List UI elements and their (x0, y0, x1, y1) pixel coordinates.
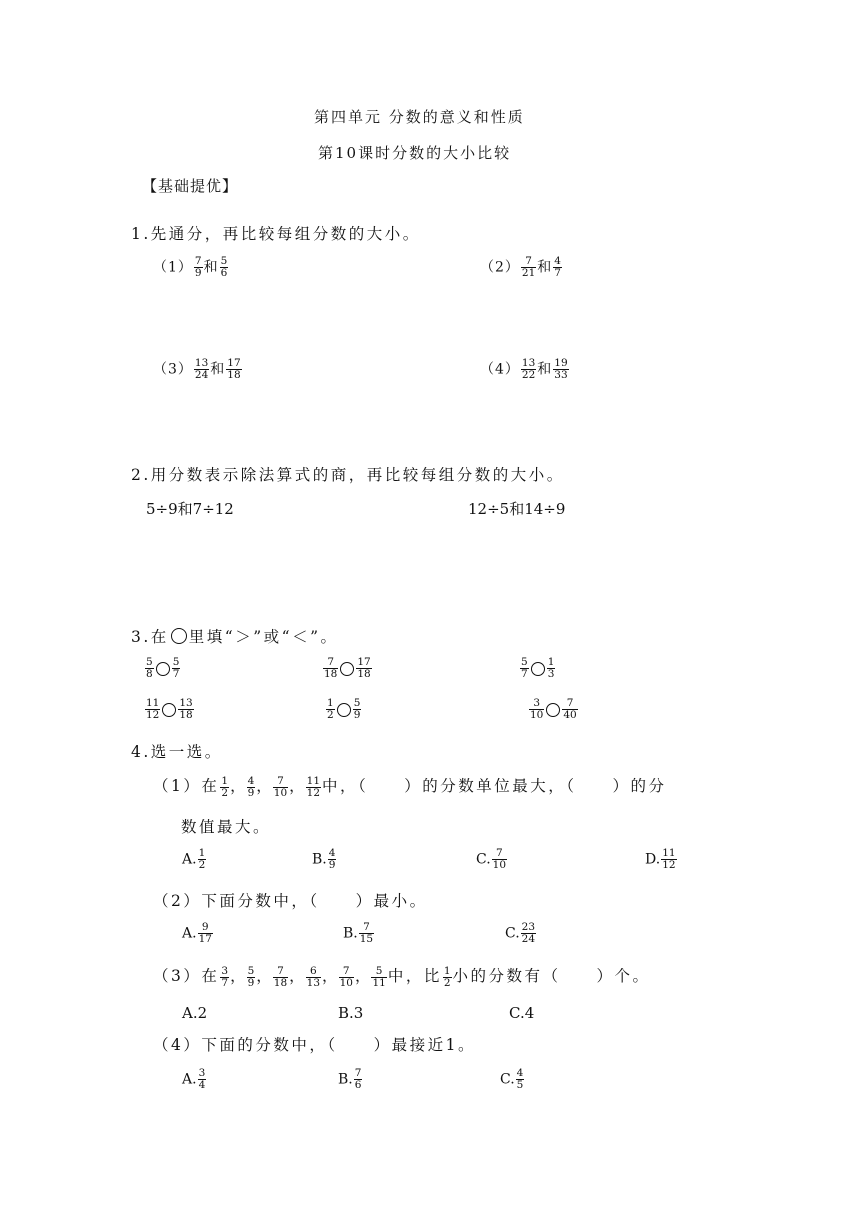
q3-pair-6: $\frac{3}{10}$ $\frac{7}{40}$ (530, 697, 577, 721)
fraction: $\frac{4}{7}$ (554, 255, 561, 279)
q3-pair-4: $\frac{11}{12}$ $\frac{13}{18}$ (146, 697, 193, 721)
q4-sub2-option-b[interactable]: B. $\frac{7}{15}$ (343, 921, 374, 945)
fraction: $\frac{13}{24}$ (194, 357, 209, 381)
answer-circle[interactable] (531, 662, 545, 676)
q4-sub2-text: （2）下面分数中，（ ）最小。 (153, 892, 428, 910)
lesson-title: 第10课时分数的大小比较 (318, 144, 512, 162)
q4-sub2-option-a[interactable]: A. $\frac{9}{17}$ (182, 921, 212, 945)
q2-right-expression: 12÷5和14÷9 (468, 500, 566, 518)
q3-pair-3: $\frac{5}{7}$ $\frac{1}{3}$ (521, 656, 555, 680)
fraction: $\frac{7}{9}$ (194, 255, 202, 279)
q1-item-1: （1） $\frac{7}{9}$ 和 $\frac{5}{6}$ (153, 255, 228, 279)
q2-prompt: 2.用分数表示除法算式的商，再比较每组分数的大小。 (131, 466, 565, 484)
fraction: $\frac{5}{6}$ (220, 255, 228, 279)
q1-prompt: 1.先通分，再比较每组分数的大小。 (131, 225, 421, 243)
q1-item-3: （3） $\frac{13}{24}$ 和 $\frac{17}{18}$ (153, 357, 241, 381)
item-label: （1） (153, 259, 193, 276)
q4-sub1-option-b[interactable]: B. $\frac{4}{9}$ (312, 847, 336, 871)
q1-item-4: （4） $\frac{13}{22}$ 和 $\frac{19}{33}$ (480, 357, 568, 381)
q4-sub3-option-a[interactable]: A.2 (182, 1004, 208, 1022)
q4-sub3-option-c[interactable]: C.4 (509, 1004, 535, 1022)
answer-circle[interactable] (337, 703, 351, 717)
q2-left-expression: 5÷9和7÷12 (146, 500, 234, 518)
q4-prompt: 4.选一选。 (131, 743, 223, 761)
fraction: $\frac{13}{22}$ (521, 357, 536, 381)
item-label: （4） (480, 361, 520, 378)
fraction: $\frac{17}{18}$ (227, 357, 241, 381)
q4-sub1-option-c[interactable]: C. $\frac{7}{10}$ (476, 847, 507, 871)
q1-item-2: （2） $\frac{7}{21}$ 和 $\frac{4}{7}$ (480, 255, 561, 279)
q4-sub4-text: （4）下面的分数中，（ ）最接近1。 (153, 1036, 476, 1054)
q4-sub1-option-d[interactable]: D. $\frac{11}{12}$ (645, 847, 676, 871)
q4-sub2-option-c[interactable]: C. $\frac{23}{24}$ (505, 921, 536, 945)
circle-icon (171, 628, 187, 644)
fraction: $\frac{7}{21}$ (521, 255, 536, 279)
q3-prompt: 3.在 里填“＞”或“＜”。 (131, 628, 339, 646)
section-heading: 【基础提优】 (142, 177, 239, 195)
unit-title: 第四单元 分数的意义和性质 (314, 108, 525, 126)
q4-sub3-text: （3）在 $\frac{3}{7}$ ， $\frac{5}{9}$ ， $\frac{7}{18}$ ， $\frac{6}{13}$ ， $\frac{7}{10}$ ， $\frac{5}{11}$ 中，比 $\frac{1}{2}$ 小的分数有（ ）个。 (153, 964, 651, 989)
answer-circle[interactable] (340, 662, 354, 676)
item-label: （3） (153, 361, 193, 378)
q4-sub1-line2: 数值最大。 (181, 818, 272, 836)
answer-circle[interactable] (546, 703, 560, 717)
q3-pair-1: $\frac{5}{8}$ $\frac{5}{7}$ (146, 656, 180, 680)
q4-sub1-line1: （1）在 $\frac{1}{2}$ ， $\frac{4}{9}$ ， $\frac{7}{10}$ ， $\frac{11}{12}$ 中，（ ）的分数单位最大，（ ）的分 (153, 774, 667, 799)
item-label: （2） (480, 259, 520, 276)
q3-pair-2: $\frac{7}{18}$ $\frac{17}{18}$ (324, 656, 371, 680)
answer-circle[interactable] (162, 703, 176, 717)
q3-pair-5: $\frac{1}{2}$ $\frac{5}{9}$ (327, 697, 361, 721)
q4-sub4-option-a[interactable]: A. $\frac{3}{4}$ (182, 1067, 206, 1091)
q4-sub3-option-b[interactable]: B.3 (338, 1004, 364, 1022)
q4-sub1-option-a[interactable]: A. $\frac{1}{2}$ (182, 847, 206, 871)
fraction: $\frac{19}{33}$ (554, 357, 568, 381)
q4-sub4-option-c[interactable]: C. $\frac{4}{5}$ (500, 1067, 524, 1091)
q4-sub4-option-b[interactable]: B. $\frac{7}{6}$ (338, 1067, 362, 1091)
answer-circle[interactable] (156, 662, 170, 676)
